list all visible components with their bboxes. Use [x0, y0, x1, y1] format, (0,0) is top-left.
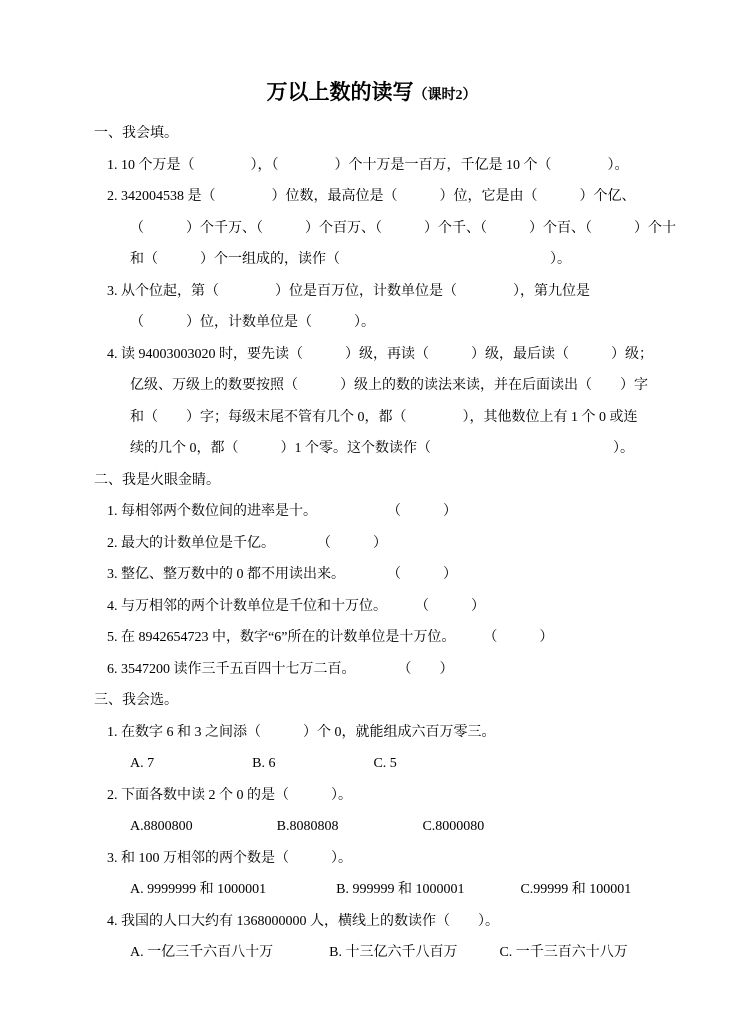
question-line: 3. 从个位起，第（ ）位是百万位，计数单位是（ ），第九位是 — [107, 283, 590, 299]
question-line: 4. 读 94003003020 时，要先读（ ）级，再读（ ）级，最后读（ ）级； — [107, 346, 653, 362]
question-line-continuation: 和（ ）字；每级末尾不管有几个 0，都（ ），其他数位上有 1 个 0 或连 — [130, 409, 638, 425]
choice-question-line: 3. 和 100 万相邻的两个数是（ ）。 — [107, 850, 352, 866]
choice-question-line: 2. 下面各数中读 2 个 0 的是（ ）。 — [107, 787, 352, 803]
section-heading: 三、我会选。 — [94, 693, 178, 708]
section-heading: 二、我是火眼金睛。 — [94, 472, 220, 488]
question-line-continuation: 亿级、万级上的数要按照（ ）级上的数的读法来读，并在后面读出（ ）字 — [130, 378, 648, 393]
choice-question-line: 1. 在数字 6 和 3 之间添（ ）个 0，就能组成六百万零三。 — [107, 724, 496, 740]
question-line-continuation: 续的几个 0，都（ ）1 个零。这个数读作（ ）。 — [130, 441, 634, 456]
title-lesson-tag: （课时2） — [413, 88, 477, 103]
question-line-continuation: 和（ ）个一组成的，读作（ ）。 — [130, 252, 571, 267]
judgment-line: 3. 整亿、整万数中的 0 都不用读出来。 （ ） — [107, 567, 457, 582]
judgment-line: 6. 3547200 读作三千五百四十七万二百。 （ ） — [107, 661, 454, 677]
section-heading: 一、我会填。 — [94, 126, 178, 141]
judgment-line: 5. 在 8942654723 中，数字“6”所在的计数单位是十万位。 （ ） — [107, 630, 554, 645]
question-line-continuation: （ ）个千万、（ ）个百万、（ ）个千、（ ）个百、（ ）个十 — [130, 220, 676, 236]
section-multiple-choice — [94, 685, 649, 969]
question-line: 2. 342004538 是（ ）位数，最高位是（ ）位，它是由（ ）个亿、 — [107, 189, 636, 204]
judgment-line: 2. 最大的计数单位是千亿。 （ ） — [107, 535, 387, 551]
title-text: 万以上数的读写 — [266, 80, 414, 104]
choice-options-line: A.8800800 B.8080808 C.8000080 — [130, 819, 485, 834]
choice-options-line: A. 9999999 和 1000001 B. 999999 和 1000001 C.99999 和 100001 — [130, 882, 632, 897]
judgment-line: 1. 每相邻两个数位间的进率是十。 （ ） — [107, 504, 457, 519]
section-true-false — [94, 465, 649, 686]
question-line-continuation: （ ）位，计数单位是（ ）。 — [130, 315, 375, 330]
page-title — [94, 76, 649, 106]
choice-options-line: A. 一亿三千六百八十万 B. 十三亿六千八百万 C. 一千三百六十八万 — [130, 945, 628, 960]
section-fill-in-blanks — [94, 118, 676, 465]
choice-options-line: A. 7 B. 6 C. 5 — [130, 756, 397, 771]
question-line: 1. 10 个万是（ ），（ ）个十万是一百万，千亿是 10 个（ ）。 — [107, 157, 629, 173]
choice-question-line: 4. 我国的人口大约有 1368000000 人，横线上的数读作（ ）。 — [107, 913, 499, 929]
judgment-line: 4. 与万相邻的两个计数单位是千位和十万位。 （ ） — [107, 598, 485, 614]
